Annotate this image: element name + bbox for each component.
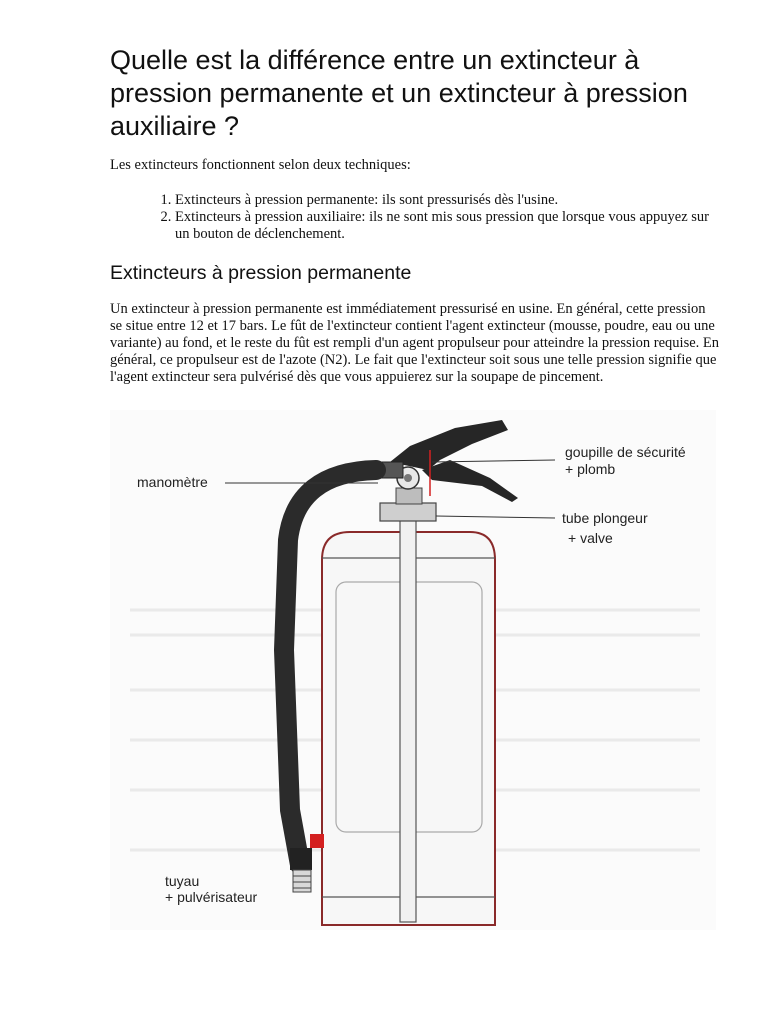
list-item: 1. Extincteurs à pression permanente: ils sont pressurisés dès l'usine. [175,192,720,209]
extinguisher-illustration [110,410,716,930]
valve-collar [380,503,436,521]
technique-list [110,192,720,243]
nozzle-icon [290,848,312,870]
list-item: 2. Extincteurs à pression auxiliaire: ils ne sont mis sous pression que lorsque vous appuyez sur un bouton de déclenchement. [175,209,720,243]
page-title: Quelle est la différence entre un extincteur à pression permanente et un extincteur à pression auxiliaire ? [110,45,688,141]
extinguisher-diagram [110,410,716,930]
label-valve: + valve [568,530,613,546]
section-heading: Extincteurs à pression permanente [110,262,412,284]
label-plomb: + plomb [565,461,616,477]
label-manometre: manomètre [137,474,208,490]
hose-ring [310,834,324,848]
label-tuyau: tuyau [165,873,200,889]
document-page [110,0,720,386]
body-paragraph: Un extincteur à pression permanente est immédiatement pressurisé en usine. En général, cette pression se situe entre 12 et 17 bars. Le fût de l'extincteur contient l'agent extincteur (mousse, poudre, eau ou une variante) au fond, et le reste du fût est rempli d'un agent propulseur pour atteindre la pression requise. En général, ce propulseur est de l'azote (N2). Le fait que l'extincteur soit sous une telle pression signifie que l'agent extincteur sera pulvérisé dès que vous appuierez sur la soupape de pincement. [110,301,719,385]
label-goupille: goupille de sécurité [565,444,686,460]
label-tube: tube plongeur [562,510,648,526]
label-pulverisateur: + pulvérisateur [165,889,258,905]
dip-tube [400,520,416,922]
intro-text: Les extincteurs fonctionnent selon deux techniques: [110,157,411,173]
